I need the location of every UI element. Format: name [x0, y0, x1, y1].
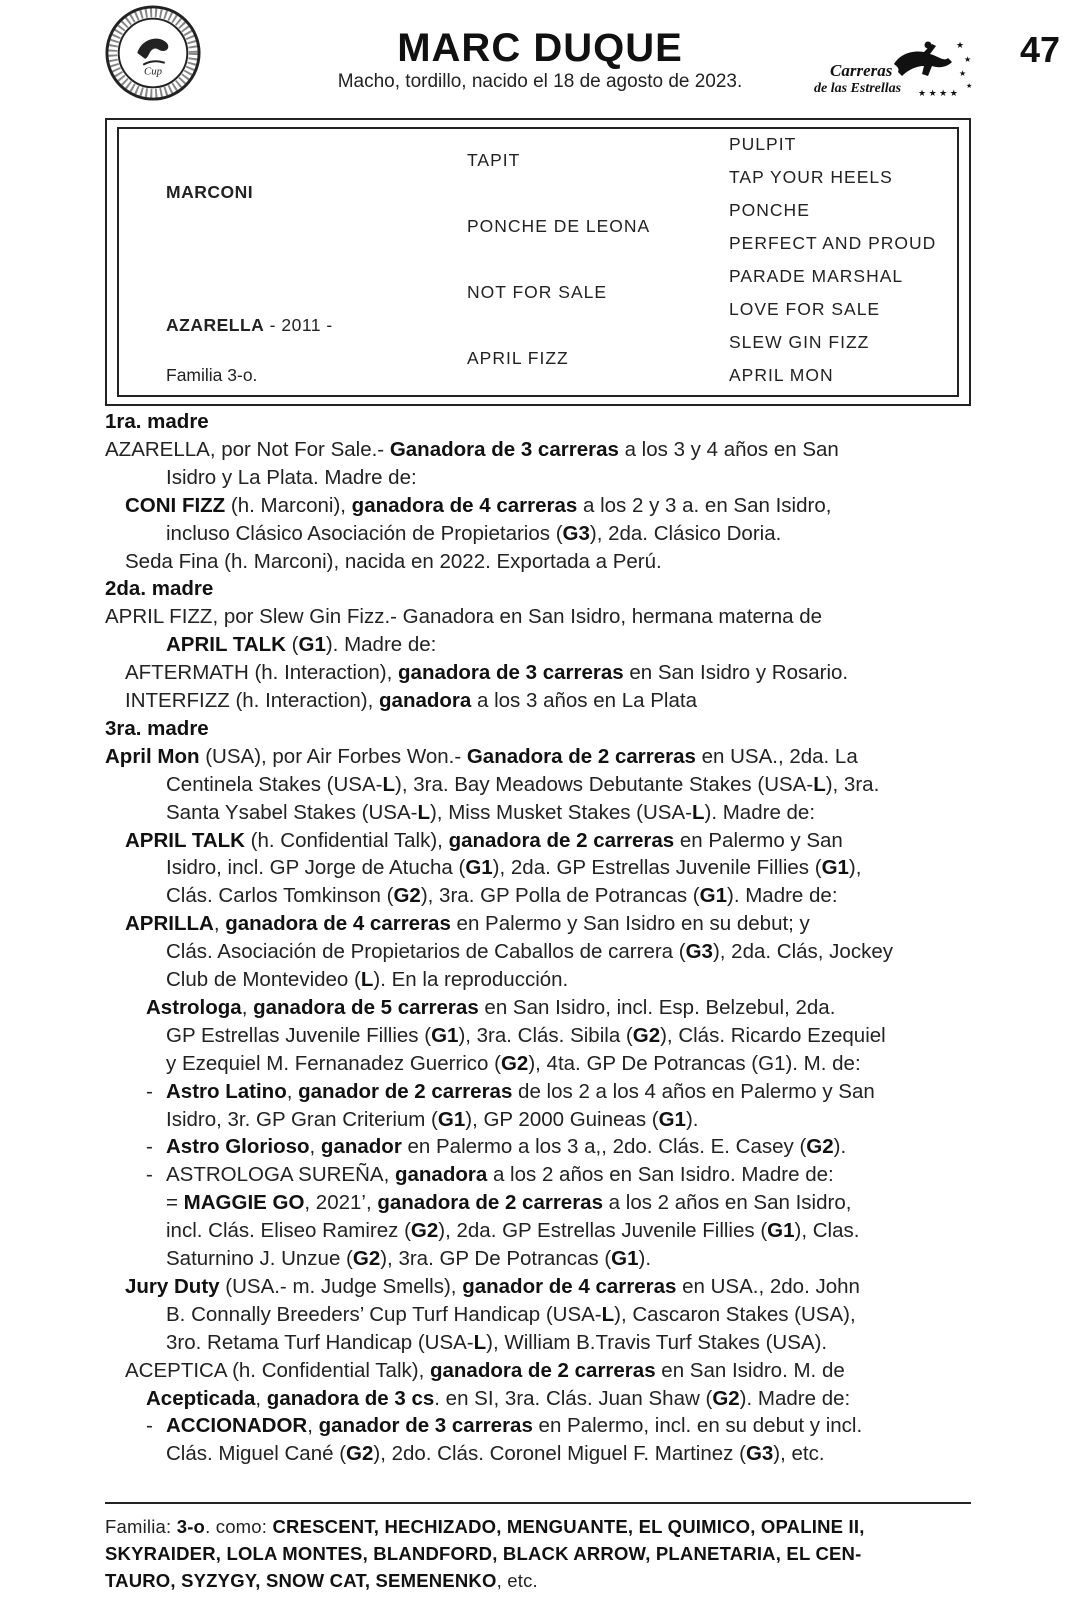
list-bullet: - — [146, 1135, 153, 1159]
text-line: AZARELLA, por Not For Sale.- Ganadora de 3 carreras a los 3 y 4 años en San — [105, 437, 839, 461]
list-bullet: - — [146, 1414, 153, 1438]
section-heading: 3ra. madre — [105, 716, 209, 740]
text-line: INTERFIZZ (h. Interaction), ganadora a los 3 años en La Plata — [125, 689, 697, 712]
svg-text:★: ★ — [959, 69, 967, 78]
text-line: = MAGGIE GO, 2021’, ganadora de 2 carreras a los 2 años en San Isidro, — [166, 1191, 852, 1215]
pedigree-great-grandparent: PULPIT — [729, 134, 797, 154]
logo-line-carreras: Carreras — [830, 61, 893, 80]
carreras-de-las-estrellas-logo-icon — [814, 36, 980, 100]
pedigree-great-grandparent: PERFECT AND PROUD — [729, 233, 937, 253]
text-line: Astrologa, ganadora de 5 carreras en San Isidro, incl. Esp. Belzebul, 2da. — [146, 995, 836, 1019]
horse-name-title: MARC DUQUE — [397, 26, 683, 70]
pedigree-dam: AZARELLA - 2011 - — [166, 315, 333, 335]
text-line: Centinela Stakes (USA-L), 3ra. Bay Meadows Debutante Stakes (USA-L), 3ra. — [166, 772, 880, 796]
svg-text:★: ★ — [956, 40, 965, 50]
text-line: ACEPTICA (h. Confidential Talk), ganadora de 2 carreras en San Isidro. M. de — [125, 1358, 845, 1382]
text-line: Isidro, incl. GP Jorge de Atucha (G1), 2da. GP Estrellas Juvenile Fillies (G1), — [166, 856, 862, 880]
text-line: Seda Fina (h. Marconi), nacida en 2022. Exportada a Perú. — [125, 549, 662, 573]
text-line: Isidro, 3r. GP Gran Criterium (G1), GP 2000 Guineas (G1). — [166, 1107, 699, 1131]
pedigree-great-grandparent: TAP YOUR HEELS — [729, 167, 893, 187]
text-line: Astro Latino, ganador de 2 carreras de los 2 a los 4 años en Palermo y San — [166, 1079, 875, 1103]
text-line: Clás. Asociación de Propietarios de Caballos de carrera (G3), 2da. Clás, Jockey — [166, 940, 893, 964]
text-line: ASTROLOGA SUREÑA, ganadora a los 2 años en San Isidro. Madre de: — [166, 1163, 834, 1187]
text-line: Isidro y La Plata. Madre de: — [166, 465, 417, 489]
text-line: incluso Clásico Asociación de Propietarios (G3), 2da. Clásico Doria. — [166, 521, 782, 545]
text-line: Clás. Miguel Cané (G2), 2do. Clás. Coronel Miguel F. Martinez (G3), etc. — [166, 1442, 825, 1466]
text-line: Clás. Carlos Tomkinson (G2), 3ra. GP Polla de Potrancas (G1). Madre de: — [166, 884, 838, 908]
text-line: incl. Clás. Eliseo Ramirez (G2), 2da. GP Estrellas Juvenile Fillies (G1), Clas. — [166, 1219, 860, 1243]
pedigree-family: Familia 3-o. — [166, 365, 258, 385]
section-heading: 1ra. madre — [105, 410, 209, 433]
pedigree-great-grandparent: PONCHE — [729, 200, 810, 220]
text-line: Acepticada, ganadora de 3 cs. en SI, 3ra. Clás. Juan Shaw (G2). Madre de: — [146, 1386, 851, 1410]
section-heading: 2da. madre — [105, 577, 214, 601]
text-line: Jury Duty (USA.- m. Judge Smells), ganador de 4 carreras en USA., 2do. John — [125, 1274, 860, 1298]
breeders-cup-nominated-seal-icon — [104, 4, 202, 102]
list-bullet: - — [146, 1079, 153, 1103]
text-line: APRIL TALK (G1). Madre de: — [166, 633, 437, 657]
page-number: 47 — [1019, 29, 1061, 70]
text-line: Club de Montevideo (L). En la reproducción. — [166, 968, 569, 991]
text-line: y Ezequiel M. Fernanadez Guerrico (G2), 4ta. GP De Potrancas (G1). M. de: — [166, 1051, 861, 1075]
pedigree-great-grandparent: APRIL MON — [729, 365, 834, 385]
svg-text:★: ★ — [966, 83, 973, 90]
horse-description: Macho, tordillo, nacido el 18 de agosto de 2023. — [337, 71, 743, 92]
text-line: APRILLA, ganadora de 4 carreras en Palermo y San Isidro en su debut; y — [125, 912, 810, 936]
text-line: APRIL TALK (h. Confidential Talk), ganadora de 2 carreras en Palermo y San — [125, 828, 843, 852]
family-footnote-line: Familia: 3-o. como: CRESCENT, HECHIZADO, MENGUANTE, EL QUIMICO, OPALINE II, — [105, 1516, 865, 1537]
svg-text:Cup: Cup — [144, 65, 162, 78]
text-line: AFTERMATH (h. Interaction), ganadora de 3 carreras en San Isidro y Rosario. — [125, 661, 849, 685]
pedigree-grandparent: NOT FOR SALE — [467, 282, 608, 302]
pedigree-great-grandparent: LOVE FOR SALE — [729, 299, 881, 319]
text-line: GP Estrellas Juvenile Fillies (G1), 3ra. Clás. Sibila (G2), Clás. Ricardo Ezequiel — [166, 1023, 886, 1047]
pedigree-great-grandparent: SLEW GIN FIZZ — [729, 332, 870, 352]
pedigree-grandparent: APRIL FIZZ — [467, 348, 569, 368]
footer-divider — [105, 1502, 971, 1504]
svg-text:★: ★ — [964, 55, 972, 64]
text-line: 3ro. Retama Turf Handicap (USA-L), William B.Travis Turf Stakes (USA). — [166, 1330, 828, 1354]
text-line: Santa Ysabel Stakes (USA-L), Miss Musket Stakes (USA-L). Madre de: — [166, 800, 816, 824]
pedigree-grandparent: TAPIT — [467, 150, 521, 170]
text-line: April Mon (USA), por Air Forbes Won.- Ganadora de 2 carreras en USA., 2da. La — [105, 744, 858, 768]
logo-line-estrellas: de las Estrellas — [814, 81, 902, 96]
text-line: B. Connally Breeders’ Cup Turf Handicap (USA-L), Cascaron Stakes (USA), — [166, 1302, 856, 1326]
list-bullet: - — [146, 1163, 153, 1187]
pedigree-grandparent: PONCHE DE LEONA — [467, 216, 651, 236]
family-footnote-line: TAURO, SYZYGY, SNOW CAT, SEMENENKO, etc. — [105, 1570, 538, 1591]
svg-text:★ ★ ★ ★: ★ ★ ★ ★ — [918, 88, 958, 98]
pedigree-great-grandparent: PARADE MARSHAL — [729, 266, 904, 286]
text-line: ACCIONADOR, ganador de 3 carreras en Palermo, incl. en su debut y incl. — [166, 1414, 863, 1438]
text-line: Astro Glorioso, ganador en Palermo a los 3 a,, 2do. Clás. E. Casey (G2). — [166, 1135, 847, 1159]
text-line: Saturnino J. Unzue (G2), 3ra. GP De Potrancas (G1). — [166, 1247, 652, 1270]
family-footnote-line: SKYRAIDER, LOLA MONTES, BLANDFORD, BLACK ARROW, PLANETARIA, EL CEN- — [105, 1543, 862, 1564]
pedigree-sire: MARCONI — [166, 182, 254, 202]
text-line: CONI FIZZ (h. Marconi), ganadora de 4 carreras a los 2 y 3 a. en San Isidro, — [125, 493, 832, 517]
text-line: APRIL FIZZ, por Slew Gin Fizz.- Ganadora en San Isidro, hermana materna de — [105, 605, 823, 629]
